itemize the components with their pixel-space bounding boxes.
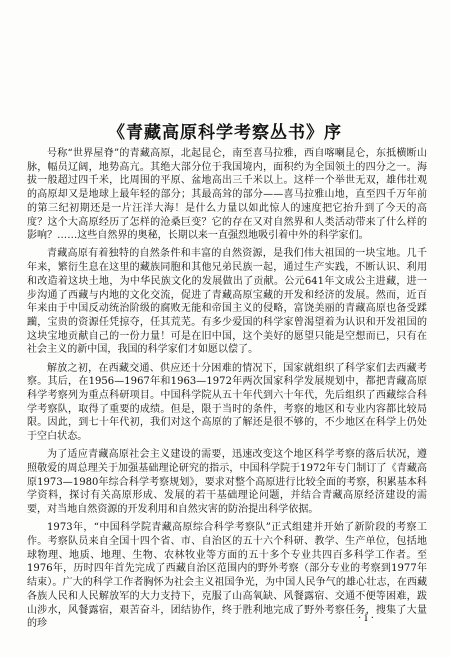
paragraph: 解放之初，在西藏交通、供应还十分困难的情况下，国家就组织了科学家们去西藏考察。其后，在1956—1967年和1963—1972年两次国家科学发展规划中，都把青藏高原科学考察列为重点科研项目。中国科学院从五十年代到六十年代，先后组织了西藏综合科学考察队，取得了重要的成绩。但是，限于当时的条件，考察的地区和专业内容都比较局限。因此，到七十年代初，我们对这个高原的了解还是很不够的，不少地区在科学上仍处于空白状态。	[27, 362, 427, 443]
page-number: · i ·	[358, 613, 374, 624]
document-title: 《青藏高原科学考察丛书》序	[108, 123, 342, 143]
paragraph: 1973年，“中国科学院青藏高原综合科学考察队”正式组建并开始了新阶段的考察工作。考察队员来自全国十四个省、市、自治区的五十六个科研、教学、生产单位，包括地球物理、地质、地理、生物、农林牧业等方面的五十多个专业共四百多科学工作者。至1976年，历时四年首先完成了西藏自治区范围内的野外考察（部分专业的考察到1977年结束）。广大的科学工作者胸怀为社会主义祖国争光，为中国人民争气的雄心壮志，在西藏各族人民和人民解放军的大力支持下，克服了山高氧缺、风餐露宿、交通不便等困难，跋山涉水，风餐露宿，艰苦奋斗，团结协作，终于胜利地完成了野外考察任务，搜集了大量的珍	[27, 522, 427, 630]
paragraph: 青藏高原有着独特的自然条件和丰富的自然资源，是我们伟大祖国的一块宝地。几千年来，繁衍生息在这里的藏族同胞和其他兄弟民族一起，通过生产实践，不断认识、利用和改造着这块土地，为中华民族文化的发展做出了贡献。公元641年文成公主进藏，进一步沟通了西藏与内地的文化交流，促进了青藏高原宝藏的开发和经济的发展。然而，近百年来由于中国反动统治阶级的腐败无能和帝国主义的侵略，富饶美丽的青藏高原也备受蹂躏，宝贵的资源任凭掠夺，任其荒芜。有多少爱国的科学家曾渴望着为认识和开发祖国的这块宝地贡献自己的一份力量！可是在旧中国，这个美好的愿望只能是空想而已，只有在社会主义的新中国，我国的科学家们才如愿以偿了。	[27, 248, 427, 356]
paragraph: 号称“世界屋脊”的青藏高原，北起昆仑，南至喜马拉雅，西自喀喇昆仑，东抵横断山脉，幅员辽阔，地势高亢。其绝大部分位于我国境内，面积约为全国领土的四分之一。海拔一般超过四千米，比周围的平原、盆地高出三千米以上。这样一个举世无双，雄伟壮观的高原却又是地球上最年轻的部分；其最高耸的部分——喜马拉雅山地，直至四千万年前的第三纪初期还是一片汪洋大海！是什么力量以如此惊人的速度把它抬升到了今天的高度？这个大高原经历了怎样的沧桑巨变？它的存在又对自然界和人类活动带来了什么样的影响？……这些自然界的奥秘，长期以来一直强烈地吸引着中外的科学家们。	[27, 148, 427, 242]
document-body	[27, 147, 427, 635]
paragraph: 为了适应青藏高原社会主义建设的需要，迅速改变这个地区科学考察的落后状况，遵照敬爱的周总理关于加强基础理论研究的指示，中国科学院于1972年专门制订了《青藏高原1973—1980年综合科学考察规划》，要求对整个高原进行比较全面的考察，积累基本科学资料，探讨有关高原形成、发展的若干基础理论问题，并结合青藏高原经济建设的需要，对当地自然资源的开发利用和自然灾害的防治提出科学依据。	[27, 449, 427, 516]
